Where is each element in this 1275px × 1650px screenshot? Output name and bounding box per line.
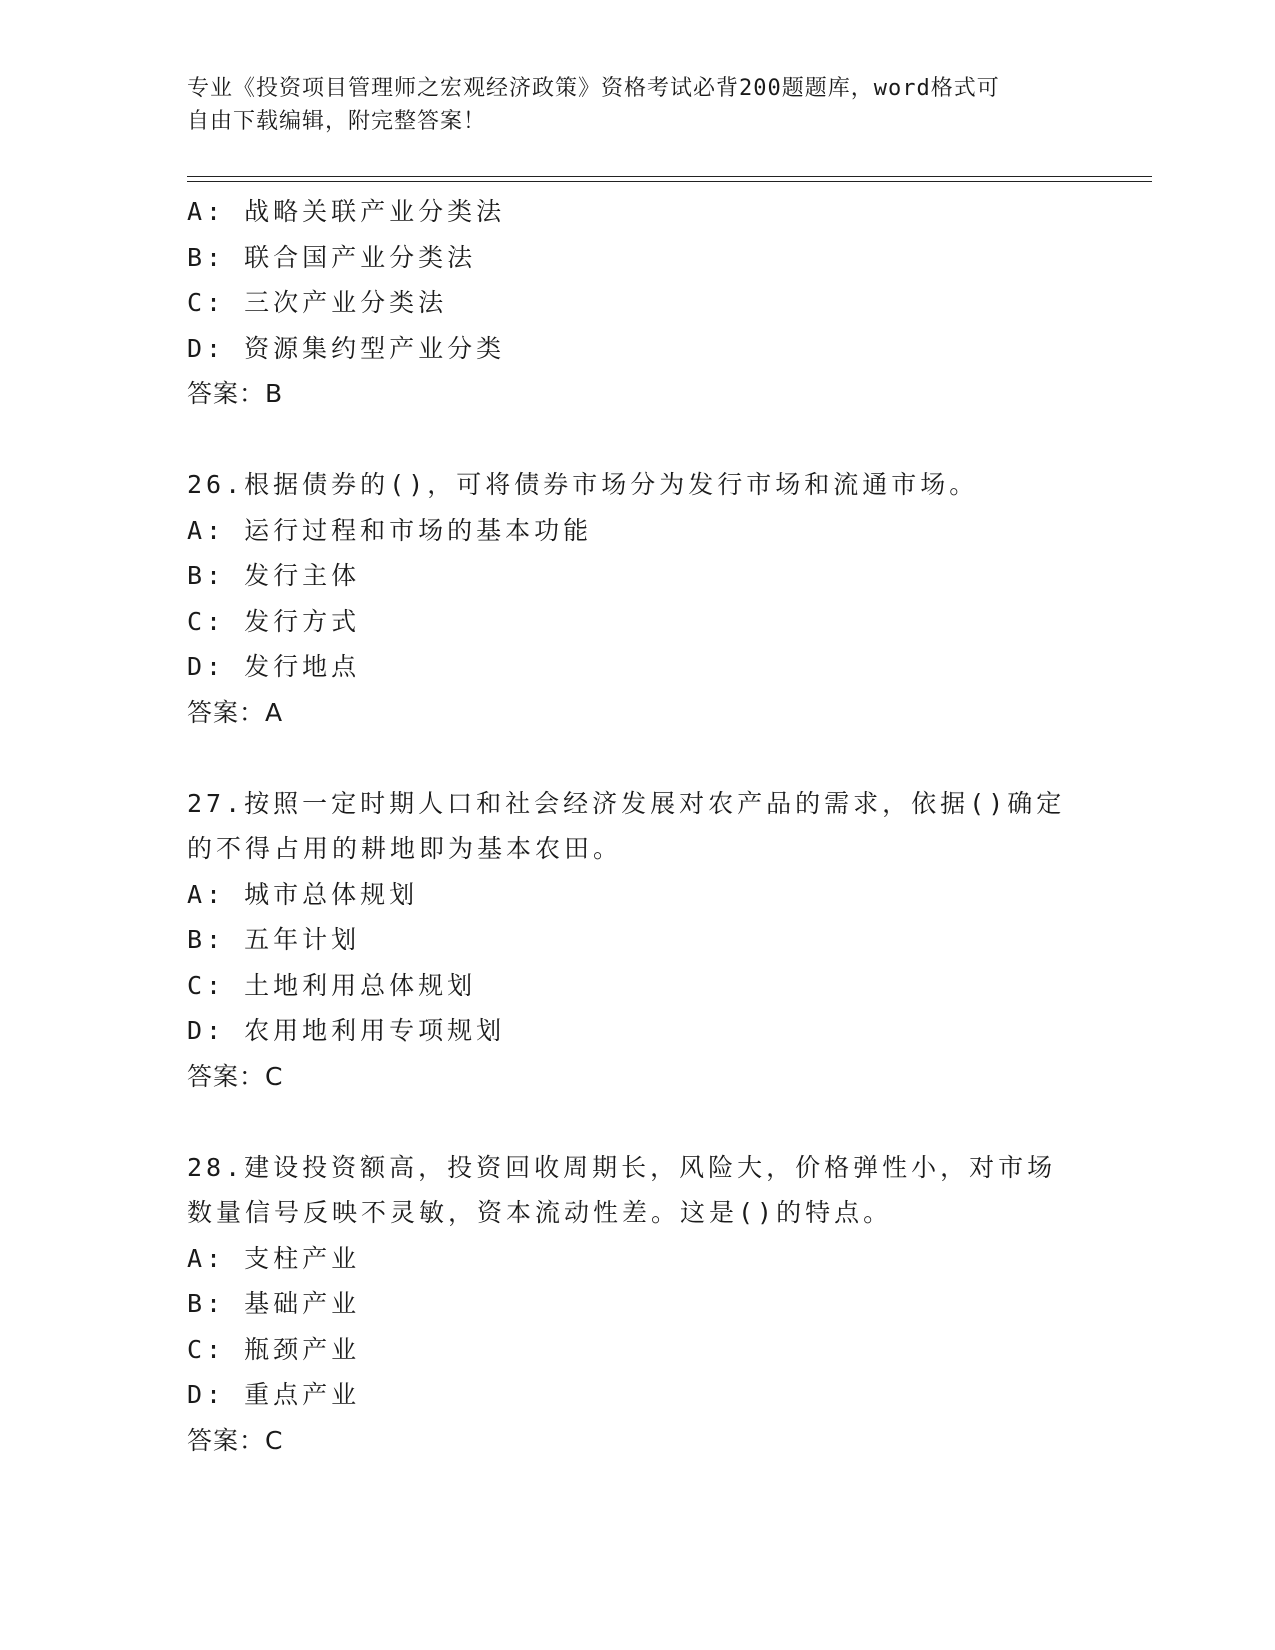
header-divider-bottom bbox=[187, 181, 1152, 182]
question-block-28 bbox=[187, 1145, 1087, 1464]
header-title-line-1: 专业《投资项目管理师之宏观经济政策》资格考试必背200题题库，word格式可 bbox=[187, 76, 1000, 101]
question-stem: 26.根据债券的()，可将债券市场分为发行市场和流通市场。 bbox=[187, 470, 979, 499]
answer-line: 答案：C bbox=[187, 1061, 284, 1091]
option-a: A: 运行过程和市场的基本功能 bbox=[187, 515, 593, 545]
option-c: C: 发行方式 bbox=[187, 606, 361, 636]
option-b: B: 发行主体 bbox=[187, 561, 361, 590]
option-a: A: 战略关联产业分类法 bbox=[187, 197, 506, 226]
option-d: D: 农用地利用专项规划 bbox=[187, 1016, 506, 1045]
question-block-26 bbox=[187, 462, 1087, 735]
spacer bbox=[187, 417, 1087, 463]
option-c: C: 三次产业分类法 bbox=[187, 288, 448, 317]
option-d: D: 重点产业 bbox=[187, 1380, 361, 1409]
answer-line: 答案：B bbox=[187, 379, 284, 408]
question-stem: 28.建设投资额高，投资回收周期长，风险大，价格弹性小，对市场数量信号反映不灵敏，资本流动性差。这是()的特点。 bbox=[187, 1152, 1057, 1227]
option-a: A: 城市总体规划 bbox=[187, 879, 419, 909]
question-block-27 bbox=[187, 781, 1087, 1100]
spacer bbox=[187, 1099, 1087, 1145]
document-header bbox=[187, 72, 1067, 138]
question-stem: 27.按照一定时期人口和社会经济发展对农产品的需求，依据()确定的不得占用的耕地即为基本农田。 bbox=[187, 788, 1066, 863]
option-d: D: 资源集约型产业分类 bbox=[187, 333, 506, 363]
header-title-line-2: 自由下载编辑，附完整答案！ bbox=[187, 109, 487, 134]
option-d: D: 发行地点 bbox=[187, 652, 361, 681]
option-c: C: 瓶颈产业 bbox=[187, 1334, 361, 1364]
option-b: B: 基础产业 bbox=[187, 1289, 361, 1318]
option-b: B: 五年计划 bbox=[187, 925, 361, 954]
answer-line: 答案：C bbox=[187, 1425, 284, 1455]
option-b: B: 联合国产业分类法 bbox=[187, 242, 477, 272]
header-divider-top bbox=[187, 176, 1152, 177]
answer-line: 答案：A bbox=[187, 697, 284, 727]
option-c: C: 土地利用总体规划 bbox=[187, 970, 477, 1000]
spacer bbox=[187, 735, 1087, 781]
question-block-prev bbox=[187, 189, 1087, 417]
option-a: A: 支柱产业 bbox=[187, 1243, 361, 1273]
question-list bbox=[187, 189, 1087, 1463]
